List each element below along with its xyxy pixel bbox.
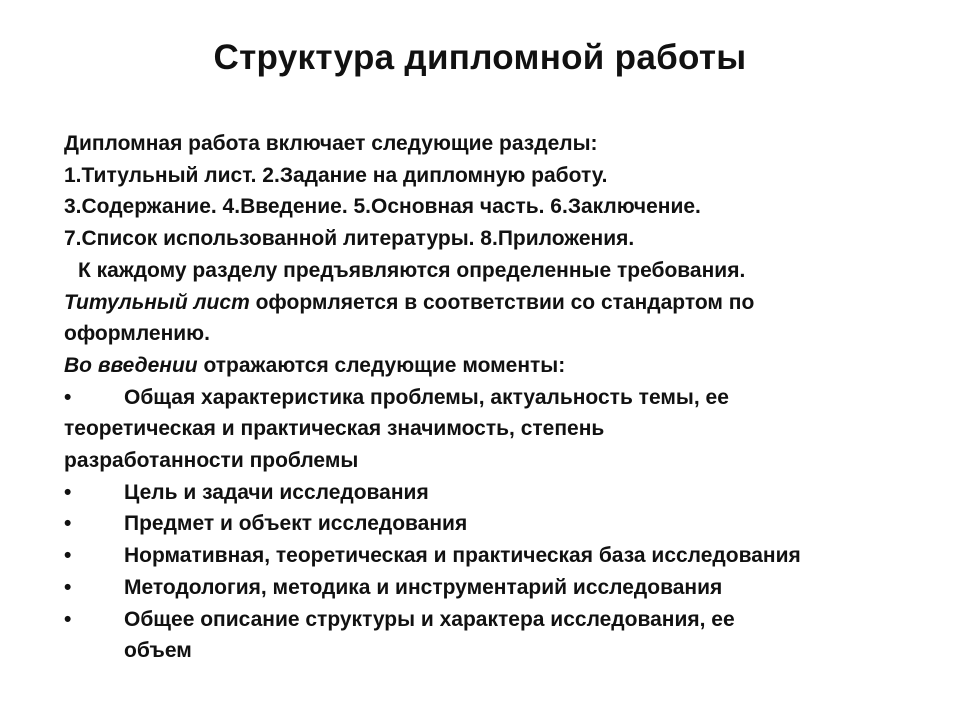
list-item (64, 540, 944, 572)
list-item (64, 508, 944, 540)
requirements-text: К каждому разделу предъявляются определенные требования. (78, 258, 746, 282)
title-page-text-1: оформляется в соответствии со стандартом по (249, 290, 755, 314)
bullet-1-line-2: теоретическая и практическая значимость, степень (64, 417, 605, 441)
introduction-text: отражаются следующие моменты: (197, 353, 566, 377)
bullet-icon: • (64, 544, 72, 568)
bullet-1-line-1: Общая характеристика проблемы, актуальность темы, ее (124, 385, 729, 409)
list-item (64, 477, 944, 509)
bullet-6-line-1: Общее описание структуры и характера исследования, ее (124, 607, 735, 631)
list-item (64, 604, 944, 636)
title-page-paragraph (64, 287, 944, 319)
slide-body (64, 128, 944, 667)
bullet-icon: • (64, 607, 72, 631)
sections-line-2: 3.Содержание. 4.Введение. 5.Основная часть. 6.Заключение. (64, 195, 701, 219)
title-page-text-2: оформлению. (64, 322, 210, 346)
intro-text: Дипломная работа включает следующие разделы: (64, 132, 598, 155)
list-item (64, 572, 944, 604)
sections-line-3: 7.Список использованной литературы. 8.Приложения. (64, 227, 635, 251)
introduction-term: Во введении (64, 353, 198, 377)
slide-title: Структура дипломной работы (213, 38, 747, 77)
bullet-2-line-1: Цель и задачи исследования (124, 480, 429, 504)
bullet-5-line-1: Методология, методика и инструментарий исследования (124, 575, 723, 599)
bullet-icon: • (64, 385, 72, 409)
bullet-icon: • (64, 480, 72, 504)
bullet-icon: • (64, 512, 72, 536)
bullet-1-line-3: разработанности проблемы (64, 449, 359, 473)
list-item-continuation (64, 635, 944, 667)
introduction-paragraph (64, 350, 944, 382)
title-page-term: Титульный лист (64, 290, 250, 314)
bullet-4-line-1: Нормативная, теоретическая и практическая база исследования (124, 544, 801, 568)
bullet-icon: • (64, 575, 72, 599)
list-item (64, 382, 944, 414)
sections-line-1: 1.Титульный лист. 2.Задание на дипломную работу. (64, 163, 608, 187)
bullet-3-line-1: Предмет и объект исследования (124, 512, 468, 536)
bullet-6-line-2: объем (124, 639, 192, 663)
